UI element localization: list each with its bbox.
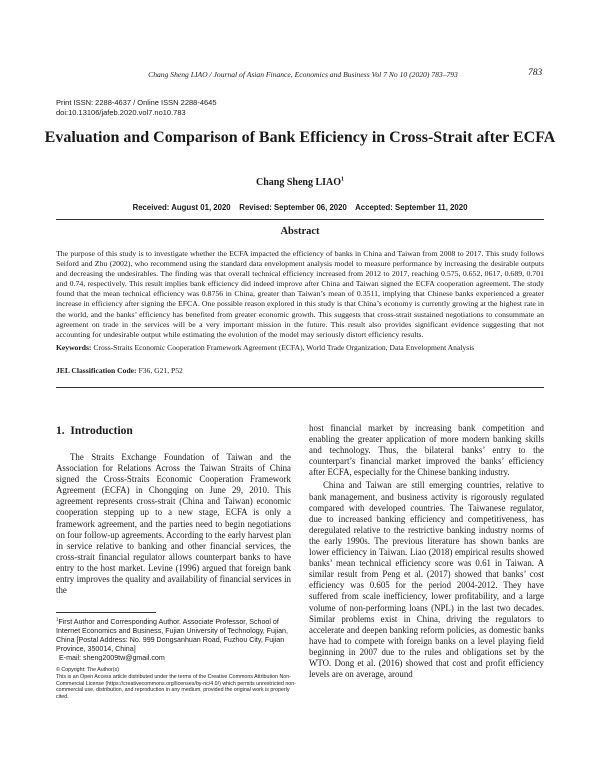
issn-line: Print ISSN: 2288-4637 / Online ISSN 2288-4645 [56, 98, 217, 107]
footnote-marker: 1 [56, 616, 59, 622]
intro-paragraph-1-continued: host financial market by increasing bank competition and enabling the greater application of more modern banking skills and technology. Thus, the bilateral banks’ entry to the counterpart’s financial market improved the banks’ efficiency after ECFA, especially for the Chinese banking industry. [309, 423, 544, 478]
section-divider [56, 387, 544, 388]
jel-text: F36, G21, P52 [138, 366, 183, 375]
dates-line: Received: August 01, 2020 Revised: September 06, 2020 Accepted: September 11, 2020 [132, 203, 468, 212]
jel-label: JEL Classification Code: [56, 366, 137, 375]
paper-title: Evaluation and Comparison of Bank Efficiency in Cross-Strait after ECFA [44, 129, 556, 146]
author-marker: 1 [341, 176, 345, 183]
intro-paragraph-2: China and Taiwan are still emerging countries, relative to bank management, and business activity is rigorously regulated compared with developed countries. The Taiwanese regulator, due to increased banking efficiency and competitiveness, has deregulated relative to the restrictive banking industry norms of the early 1990s. The previous literature has shown banks are lower efficiency in Taiwan. Liao (2018) empirical results showed banks’ mean technical efficiency score was 0.61 in Taiwan. A similar result from Peng et al. (2017) showed that banks’ cost efficiency was 0.605 for the period 2004-2012. They have suffered from scale inefficiency, lower profitability, and a large volume of non-performing loans (NPL) in the last two decades. Similar problems exist in China, driving the regulators to accelerate and deepen banking reform policies, as domestic banks have had to compete with foreign banks on a level playing field beginning in 2007 due to the rules and obligations set by the WTO. Dong et al. (2016) showed that cost and profit efficiency levels are on average, around [309, 480, 544, 680]
left-column [56, 452, 291, 596]
author-name: Chang Sheng LIAO [255, 177, 342, 188]
abstract-text: The purpose of this study is to investigate whether the ECFA impacted the efficiency of banks in China and Taiwan from 2008 to 2017. This study follows Seiford and Zhu (2002), who recommend using the standard data envelopment analysis model to measure performance by increasing the desirable outputs and decreasing the undesirables. The finding was that overall technical efficiency increased from 2012 to 2017, reaching 0.575, 0.652, 0617, 0.689, 0.701 and 0.74, respectively. This result implies bank efficiency did indeed improve after China and Taiwan signed the ECFA cooperation agreement. The study found that the mean technical efficiency was 0.8756 in China, greater than Taiwan’s mean of 0.3511, implying that Chinese banks experienced a greater increase in efficiency after signing the EFCA. One possible reason explored in this study is that China’s economy is currently growing at the highest rate in the world, and the banks’ efficiency has benefited from greater economic growth. This suggests that cross-strait sustained negotiations to consummate an agreement on trade in the services will be a very important mission in the future. This result also provides significant evidence suggesting that not accounting for undesirable output while estimating the evolution of the model may seriously distort efficiency results. [56, 249, 544, 339]
top-divider [56, 219, 544, 220]
page-number: 783 [528, 68, 543, 78]
keywords-label: Keywords: [56, 343, 92, 352]
keywords-line [56, 343, 544, 352]
doi-line: doi:10.13106/jafeb.2020.vol7.no10.783 [56, 108, 186, 117]
copyright-line: © Copyright: The Author(s) [56, 667, 119, 673]
footnote-affiliation: $^1$First Author and Corresponding Author. Associate Professor, School of Internet Economics and Business, Fujian University of Technology, Fujian, China [Postal Address: No. 999 Dongsanhuan Road, Fuzhou City, Fujian Province, 350014, China] [56, 616, 288, 654]
author-line [0, 177, 600, 188]
license-text: This is an Open Access article distributed under the terms of the Creative Commons Attribution Non-Commercial License (https://creativecommons.org/licenses/by-nc/4.0/) which permits unrestricted non-commercial use, distribution, and reproduction in any medium, provided the original work is properly cited. [56, 673, 296, 701]
abstract-heading: Abstract [280, 226, 320, 237]
right-column [309, 423, 544, 680]
author-footnote [56, 618, 296, 663]
keywords-text: Cross-Straits Economic Cooperation Framework Agreement (ECFA), World Trade Organization, Data Envelopment Analysis [93, 343, 475, 352]
footnote-divider [56, 612, 156, 613]
intro-heading: 1. Introduction [56, 425, 133, 437]
footnote-email: E-mail: sheng2009tw@gmail.com [59, 654, 165, 663]
copyright-notice [56, 667, 296, 701]
running-head: Chang Sheng LIAO / Journal of Asian Finance, Economics and Business Vol 7 No 10 (2020) 783–793 [148, 70, 458, 79]
jel-line [56, 366, 544, 375]
intro-paragraph-1: The Straits Exchange Foundation of Taiwan and the Association for Relations Across the Taiwan Straits of China signed the Cross-Straits Economic Cooperation Framework Agreement (ECFA) in Chongqing on June 29, 2010. This agreement represents cross-strait (China and Taiwan) economic cooperation stepping up to a new stage, ECFA is only a framework agreement, and the parties need to begin negotiations on four follow-up agreements. According to the early harvest plan in service relative to banking and other financial services, the cross-strait financial regulator allows counterpart banks to have entry to the host market. Levine (1996) argued that foreign bank entry improves the quality and availability of financial services in the [56, 452, 291, 596]
